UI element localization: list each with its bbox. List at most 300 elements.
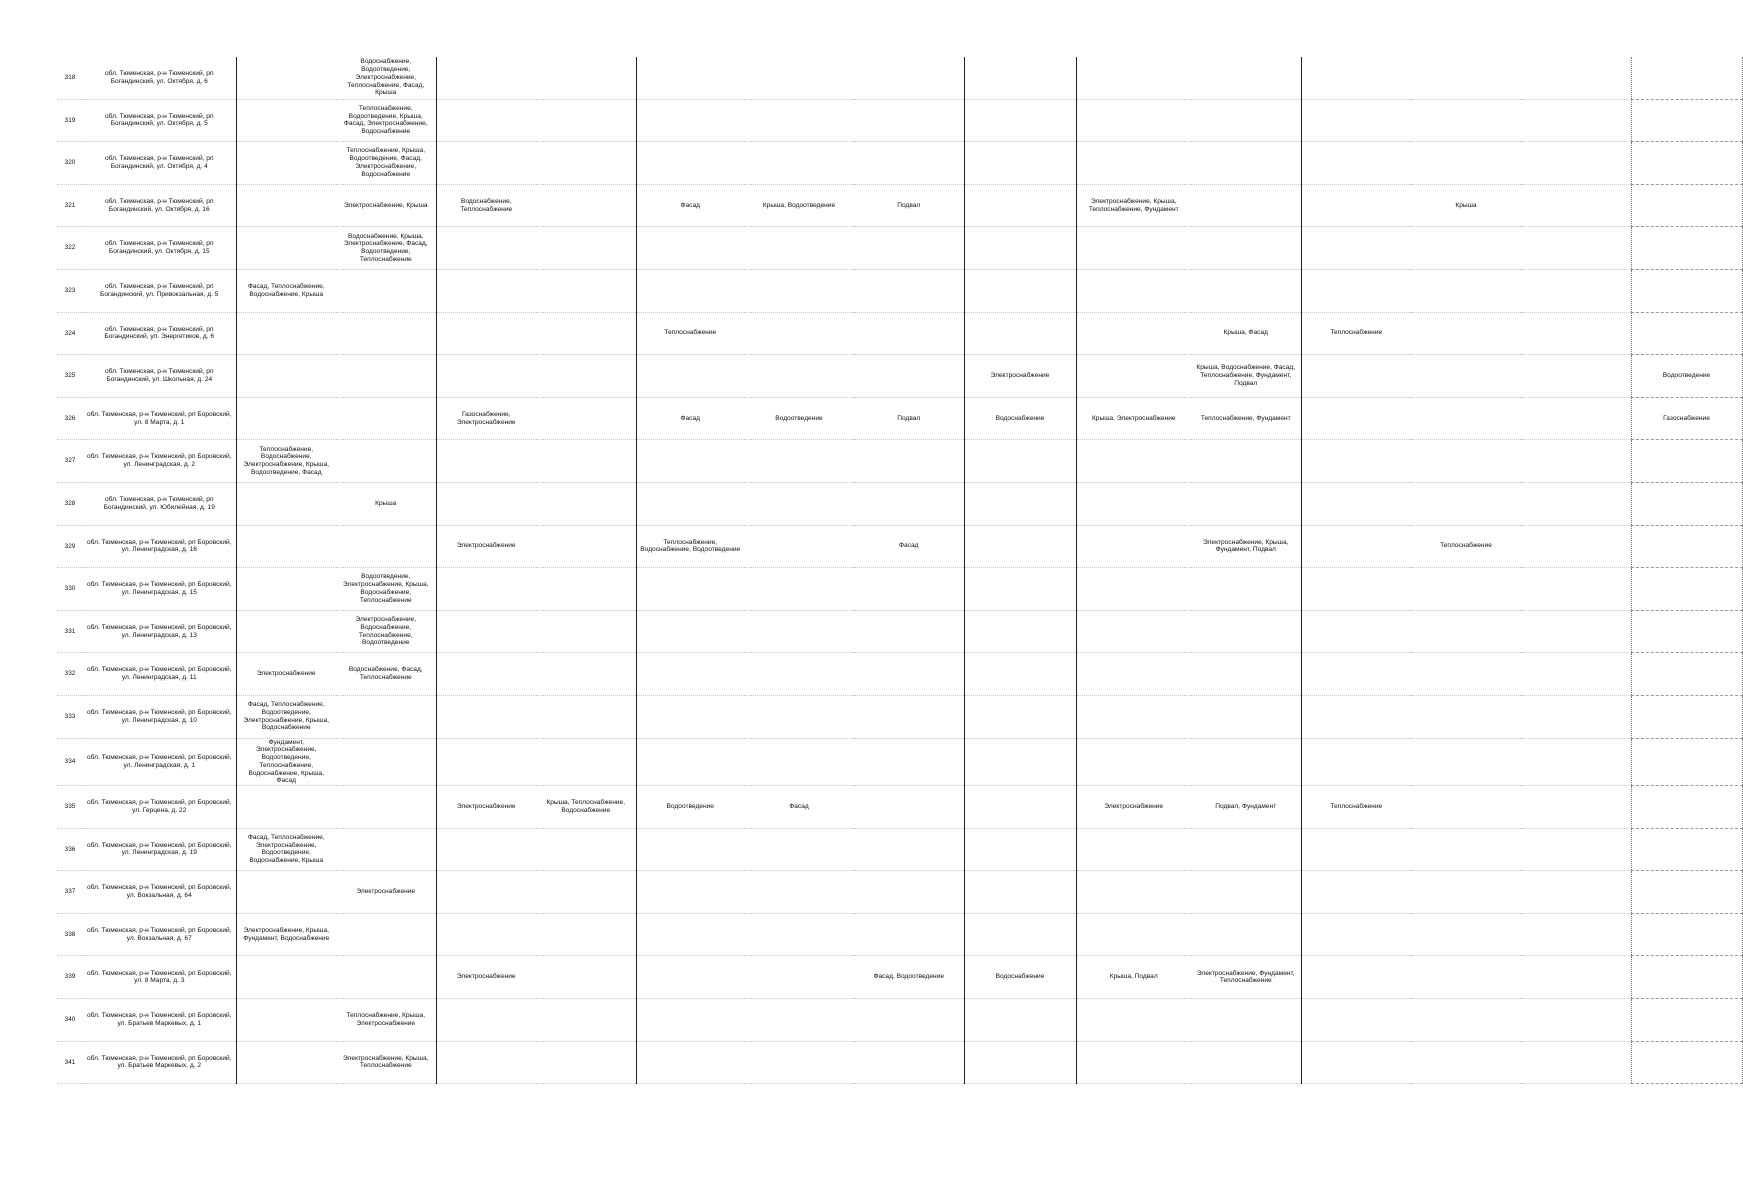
work-cell [1631, 610, 1742, 653]
work-cell: Крыша, Теплоснабжение, Водоснабжение [536, 786, 636, 829]
work-cell [1521, 568, 1631, 611]
work-cell [536, 312, 636, 355]
work-cell [1191, 653, 1301, 696]
work-cell [536, 57, 636, 99]
work-cell [1301, 482, 1411, 525]
row-number: 327 [57, 440, 83, 483]
address-cell: обл. Тюменская, р-н Тюменский, рп Боровский, ул. 8 Марта, д. 1 [83, 397, 236, 440]
address-cell: обл. Тюменская, р-н Тюменский, рп Боровский, ул. Братьев Маркевых, д. 2 [83, 1041, 236, 1084]
work-cell [1521, 482, 1631, 525]
work-cell [744, 1041, 854, 1084]
work-cell [636, 913, 744, 956]
work-cell [1411, 871, 1521, 914]
work-cell [436, 57, 536, 99]
work-cell [1191, 184, 1301, 227]
row-number: 326 [57, 397, 83, 440]
work-cell [1191, 610, 1301, 653]
row-number: 338 [57, 913, 83, 956]
work-cell [744, 99, 854, 142]
work-cell [1411, 999, 1521, 1042]
work-cell: Теплоснабжение [1301, 786, 1411, 829]
work-cell [744, 653, 854, 696]
row-number: 332 [57, 653, 83, 696]
table-row [57, 440, 1742, 483]
work-cell: Электроснабжение, Крыша, Теплоснабжение [336, 1041, 436, 1084]
work-cell [336, 355, 436, 398]
work-cell [854, 568, 964, 611]
work-cell [636, 440, 744, 483]
work-cell: Электроснабжение, Крыша, Теплоснабжение, Фундамент [1076, 184, 1191, 227]
work-cell: Электроснабжение, Крыша, Фундамент, Водоснабжение [236, 913, 336, 956]
work-cell [636, 610, 744, 653]
work-cell [854, 738, 964, 786]
work-cell [1411, 956, 1521, 999]
work-cell [854, 653, 964, 696]
work-cell [636, 482, 744, 525]
work-cell [1411, 1041, 1521, 1084]
table-row [57, 312, 1742, 355]
work-cell [1521, 956, 1631, 999]
work-cell [1631, 184, 1742, 227]
repair-schedule-table [57, 57, 1743, 1084]
work-cell [1521, 738, 1631, 786]
work-cell [1631, 227, 1742, 270]
work-cell [1631, 568, 1742, 611]
work-cell [1521, 440, 1631, 483]
work-cell [236, 397, 336, 440]
work-cell [436, 142, 536, 185]
work-cell [436, 568, 536, 611]
work-cell: Теплоснабжение [1301, 312, 1411, 355]
work-cell [1301, 610, 1411, 653]
table-row [57, 653, 1742, 696]
work-cell [436, 227, 536, 270]
work-cell [964, 913, 1076, 956]
work-cell [1521, 999, 1631, 1042]
work-cell [636, 956, 744, 999]
work-cell [536, 269, 636, 312]
work-cell [854, 57, 964, 99]
work-cell [536, 397, 636, 440]
work-cell [536, 184, 636, 227]
work-cell [1411, 786, 1521, 829]
work-cell: Электроснабжение, Водоснабжение, Теплоснабжение, Водоотведение [336, 610, 436, 653]
row-number: 328 [57, 482, 83, 525]
work-cell: Подвал [854, 397, 964, 440]
work-cell [536, 525, 636, 568]
work-cell [436, 738, 536, 786]
work-cell [436, 1041, 536, 1084]
address-cell: обл. Тюменская, р-н Тюменский, рп Богандинский, ул. Октября, д. 15 [83, 227, 236, 270]
work-cell [744, 525, 854, 568]
work-cell [1411, 913, 1521, 956]
work-cell: Теплоснабжение, Водоснабжение, Электроснабжение, Крыша, Водоотведение, Фасад [236, 440, 336, 483]
work-cell [1521, 57, 1631, 99]
address-cell: обл. Тюменская, р-н Тюменский, рп Богандинский, ул. Привокзальная, д. 5 [83, 269, 236, 312]
work-cell [436, 653, 536, 696]
row-number: 323 [57, 269, 83, 312]
work-cell [236, 610, 336, 653]
work-cell [1301, 1041, 1411, 1084]
work-cell [1076, 57, 1191, 99]
row-number: 321 [57, 184, 83, 227]
table-row [57, 871, 1742, 914]
work-cell [1076, 440, 1191, 483]
work-cell [1076, 913, 1191, 956]
work-cell [1301, 653, 1411, 696]
work-cell [964, 871, 1076, 914]
work-cell [436, 99, 536, 142]
work-cell [436, 440, 536, 483]
table-row [57, 355, 1742, 398]
work-cell: Водоснабжение, Фасад, Теплоснабжение [336, 653, 436, 696]
work-cell [1521, 1041, 1631, 1084]
work-cell [1521, 227, 1631, 270]
work-cell [744, 738, 854, 786]
work-cell: Водоснабжение [964, 397, 1076, 440]
work-cell: Электроснабжение [436, 786, 536, 829]
work-cell [854, 695, 964, 738]
work-cell [1076, 610, 1191, 653]
work-cell [436, 482, 536, 525]
work-cell [636, 142, 744, 185]
work-cell [854, 99, 964, 142]
work-cell [1521, 695, 1631, 738]
work-cell: Подвал, Фундамент [1191, 786, 1301, 829]
work-cell [236, 99, 336, 142]
work-cell [964, 828, 1076, 871]
work-cell [1191, 828, 1301, 871]
work-cell [1411, 142, 1521, 185]
work-cell [236, 999, 336, 1042]
work-cell [744, 227, 854, 270]
table-row [57, 828, 1742, 871]
work-cell [1301, 525, 1411, 568]
work-cell [1521, 355, 1631, 398]
work-cell: Подвал [854, 184, 964, 227]
work-cell [1521, 142, 1631, 185]
work-cell [1521, 913, 1631, 956]
work-cell: Фасад [636, 397, 744, 440]
work-cell [964, 142, 1076, 185]
work-cell [636, 695, 744, 738]
work-cell [236, 227, 336, 270]
work-cell: Водоснабжение, Крыша, Электроснабжение, Фасад, Водоотведение, Теплоснабжение [336, 227, 436, 270]
work-cell [854, 999, 964, 1042]
work-cell: Электроснабжение, Крыша [336, 184, 436, 227]
work-cell [964, 99, 1076, 142]
work-cell [1191, 999, 1301, 1042]
work-cell: Водоотведение [636, 786, 744, 829]
work-cell [854, 1041, 964, 1084]
work-cell [1521, 786, 1631, 829]
work-cell [744, 913, 854, 956]
work-cell [336, 397, 436, 440]
work-cell [1191, 1041, 1301, 1084]
row-number: 339 [57, 956, 83, 999]
work-cell [536, 738, 636, 786]
work-cell [236, 1041, 336, 1084]
work-cell [536, 99, 636, 142]
work-cell [1301, 695, 1411, 738]
work-cell [1301, 913, 1411, 956]
work-cell [1631, 828, 1742, 871]
work-cell [536, 355, 636, 398]
work-cell [236, 184, 336, 227]
work-cell [436, 269, 536, 312]
work-cell [1301, 269, 1411, 312]
work-cell [536, 440, 636, 483]
table-row [57, 786, 1742, 829]
work-cell [1631, 525, 1742, 568]
work-cell [336, 269, 436, 312]
work-cell [1411, 653, 1521, 696]
work-cell [536, 482, 636, 525]
work-cell [744, 57, 854, 99]
work-cell [854, 871, 964, 914]
work-cell: Фасад, Теплоснабжение, Водоснабжение, Крыша [236, 269, 336, 312]
work-cell [1631, 1041, 1742, 1084]
work-cell [744, 269, 854, 312]
work-cell [236, 142, 336, 185]
work-cell [964, 440, 1076, 483]
work-cell [636, 568, 744, 611]
work-cell: Электроснабжение, Фундамент, Теплоснабжение [1191, 956, 1301, 999]
work-cell [1411, 57, 1521, 99]
work-cell [1191, 269, 1301, 312]
work-cell [1301, 355, 1411, 398]
work-cell [1076, 1041, 1191, 1084]
work-cell [1631, 956, 1742, 999]
work-cell [1631, 738, 1742, 786]
work-cell: Крыша [336, 482, 436, 525]
work-cell [436, 355, 536, 398]
table-row [57, 738, 1742, 786]
work-cell [1191, 913, 1301, 956]
work-cell [436, 913, 536, 956]
work-cell: Электроснабжение, Крыша, Фундамент, Подвал [1191, 525, 1301, 568]
work-cell: Теплоснабжение [636, 312, 744, 355]
row-number: 320 [57, 142, 83, 185]
work-cell [964, 227, 1076, 270]
work-cell: Электроснабжение [336, 871, 436, 914]
work-cell [964, 653, 1076, 696]
work-cell [1191, 871, 1301, 914]
work-cell [1301, 828, 1411, 871]
table-row [57, 610, 1742, 653]
work-cell [1076, 227, 1191, 270]
work-cell [536, 1041, 636, 1084]
work-cell [436, 871, 536, 914]
row-number: 333 [57, 695, 83, 738]
work-cell [854, 913, 964, 956]
work-cell: Водоотведение [1631, 355, 1742, 398]
table-row [57, 227, 1742, 270]
address-cell: обл. Тюменская, р-н Тюменский, рп Богандинский, ул. Октября, д. 4 [83, 142, 236, 185]
table-row [57, 269, 1742, 312]
work-cell [964, 525, 1076, 568]
row-number: 336 [57, 828, 83, 871]
row-number: 318 [57, 57, 83, 99]
row-number: 319 [57, 99, 83, 142]
work-cell [1301, 397, 1411, 440]
work-cell [744, 610, 854, 653]
work-cell [236, 482, 336, 525]
work-cell [1301, 184, 1411, 227]
address-cell: обл. Тюменская, р-н Тюменский, рп Боровский, ул. Ленинградская, д. 1 [83, 738, 236, 786]
work-cell: Водоснабжение [964, 956, 1076, 999]
row-number: 341 [57, 1041, 83, 1084]
row-number: 331 [57, 610, 83, 653]
work-cell [1076, 999, 1191, 1042]
work-cell [964, 738, 1076, 786]
work-cell: Теплоснабжение, Водоотведение, Крыша, Фасад, Электроснабжение, Водоснабжение [336, 99, 436, 142]
work-cell [1521, 653, 1631, 696]
work-cell [1521, 610, 1631, 653]
work-cell [1191, 227, 1301, 270]
work-cell: Фасад, Теплоснабжение, Водоотведение, Электроснабжение, Крыша, Водоснабжение [236, 695, 336, 738]
work-cell [236, 57, 336, 99]
work-cell [1631, 999, 1742, 1042]
work-cell: Теплоснабжение, Водоснабжение, Водоотведение [636, 525, 744, 568]
work-cell [744, 355, 854, 398]
work-cell [1076, 568, 1191, 611]
work-cell [1631, 440, 1742, 483]
work-cell: Крыша [1411, 184, 1521, 227]
work-cell [1076, 142, 1191, 185]
table-row [57, 956, 1742, 999]
row-number: 340 [57, 999, 83, 1042]
work-cell [1191, 142, 1301, 185]
work-cell [1631, 653, 1742, 696]
work-cell [636, 828, 744, 871]
address-cell: обл. Тюменская, р-н Тюменский, рп Богандинский, ул. Октября, д. 5 [83, 99, 236, 142]
work-cell [1521, 525, 1631, 568]
work-cell [536, 142, 636, 185]
work-cell [1301, 738, 1411, 786]
work-cell [1411, 440, 1521, 483]
work-cell [336, 695, 436, 738]
work-cell [854, 227, 964, 270]
work-cell [336, 828, 436, 871]
work-cell [744, 312, 854, 355]
work-cell [1076, 355, 1191, 398]
row-number: 324 [57, 312, 83, 355]
work-cell: Крыша, Водоотведение [744, 184, 854, 227]
work-cell [1191, 440, 1301, 483]
work-cell [964, 312, 1076, 355]
work-cell [964, 184, 1076, 227]
work-cell [1411, 269, 1521, 312]
work-cell [1076, 738, 1191, 786]
work-cell: Теплоснабжение, Крыша, Электроснабжение [336, 999, 436, 1042]
row-number: 329 [57, 525, 83, 568]
work-cell: Фундамент, Электроснабжение, Водоотведение, Теплоснабжение, Водоснабжение, Крыша, Фасад [236, 738, 336, 786]
table-row [57, 1041, 1742, 1084]
work-cell [964, 1041, 1076, 1084]
work-cell [1631, 695, 1742, 738]
work-cell [1301, 57, 1411, 99]
work-cell [1076, 312, 1191, 355]
work-cell: Водоснабжение, Теплоснабжение [436, 184, 536, 227]
work-cell [636, 269, 744, 312]
work-cell: Фасад [854, 525, 964, 568]
work-cell [1076, 482, 1191, 525]
address-cell: обл. Тюменская, р-н Тюменский, рп Боровский, ул. Братьев Маркевых, д. 1 [83, 999, 236, 1042]
work-cell [1411, 99, 1521, 142]
table-row [57, 397, 1742, 440]
work-cell [1521, 871, 1631, 914]
work-cell [964, 57, 1076, 99]
work-cell [536, 999, 636, 1042]
work-cell [744, 828, 854, 871]
work-cell [636, 99, 744, 142]
work-cell [1301, 568, 1411, 611]
work-cell [336, 738, 436, 786]
work-cell [336, 440, 436, 483]
work-cell [1301, 440, 1411, 483]
work-cell [636, 871, 744, 914]
work-cell [336, 525, 436, 568]
work-cell [1411, 568, 1521, 611]
work-cell: Электроснабжение [436, 956, 536, 999]
address-cell: обл. Тюменская, р-н Тюменский, рп Богандинский, ул. Октября, д. 16 [83, 184, 236, 227]
work-cell [1631, 99, 1742, 142]
work-cell [536, 610, 636, 653]
work-cell [536, 568, 636, 611]
work-cell [744, 568, 854, 611]
work-cell [236, 786, 336, 829]
address-cell: обл. Тюменская, р-н Тюменский, рп Боровский, ул. Вокзальная, д. 64 [83, 871, 236, 914]
work-cell [744, 999, 854, 1042]
work-cell: Крыша, Фасад [1191, 312, 1301, 355]
work-cell [636, 738, 744, 786]
table-row [57, 142, 1742, 185]
address-cell: обл. Тюменская, р-н Тюменский, рп Богандинский, ул. Школьная, д. 24 [83, 355, 236, 398]
work-cell [1191, 738, 1301, 786]
work-cell [436, 695, 536, 738]
work-cell [1631, 269, 1742, 312]
work-cell [636, 999, 744, 1042]
work-cell: Электроснабжение [1076, 786, 1191, 829]
work-cell [436, 312, 536, 355]
work-cell [1076, 828, 1191, 871]
work-cell [1631, 913, 1742, 956]
work-cell [964, 610, 1076, 653]
work-cell [1521, 312, 1631, 355]
work-cell [1301, 142, 1411, 185]
table-row [57, 913, 1742, 956]
work-cell [1631, 871, 1742, 914]
work-cell [636, 227, 744, 270]
work-cell [1521, 99, 1631, 142]
work-cell [854, 482, 964, 525]
address-cell: обл. Тюменская, р-н Тюменский, рп Богандинский, ул. Юбилейная, д. 19 [83, 482, 236, 525]
work-cell [1631, 312, 1742, 355]
table-row [57, 568, 1742, 611]
work-cell [854, 786, 964, 829]
work-cell [744, 695, 854, 738]
address-cell: обл. Тюменская, р-н Тюменский, рп Богандинский, ул. Энергетиков, д. 6 [83, 312, 236, 355]
address-cell: обл. Тюменская, р-н Тюменский, рп Боровский, ул. Ленинградская, д. 2 [83, 440, 236, 483]
work-cell [436, 610, 536, 653]
work-cell [1521, 828, 1631, 871]
work-cell [1301, 871, 1411, 914]
address-cell: обл. Тюменская, р-н Тюменский, рп Боровский, ул. Герцена, д. 22 [83, 786, 236, 829]
row-number: 334 [57, 738, 83, 786]
work-cell [1301, 999, 1411, 1042]
work-cell [964, 568, 1076, 611]
